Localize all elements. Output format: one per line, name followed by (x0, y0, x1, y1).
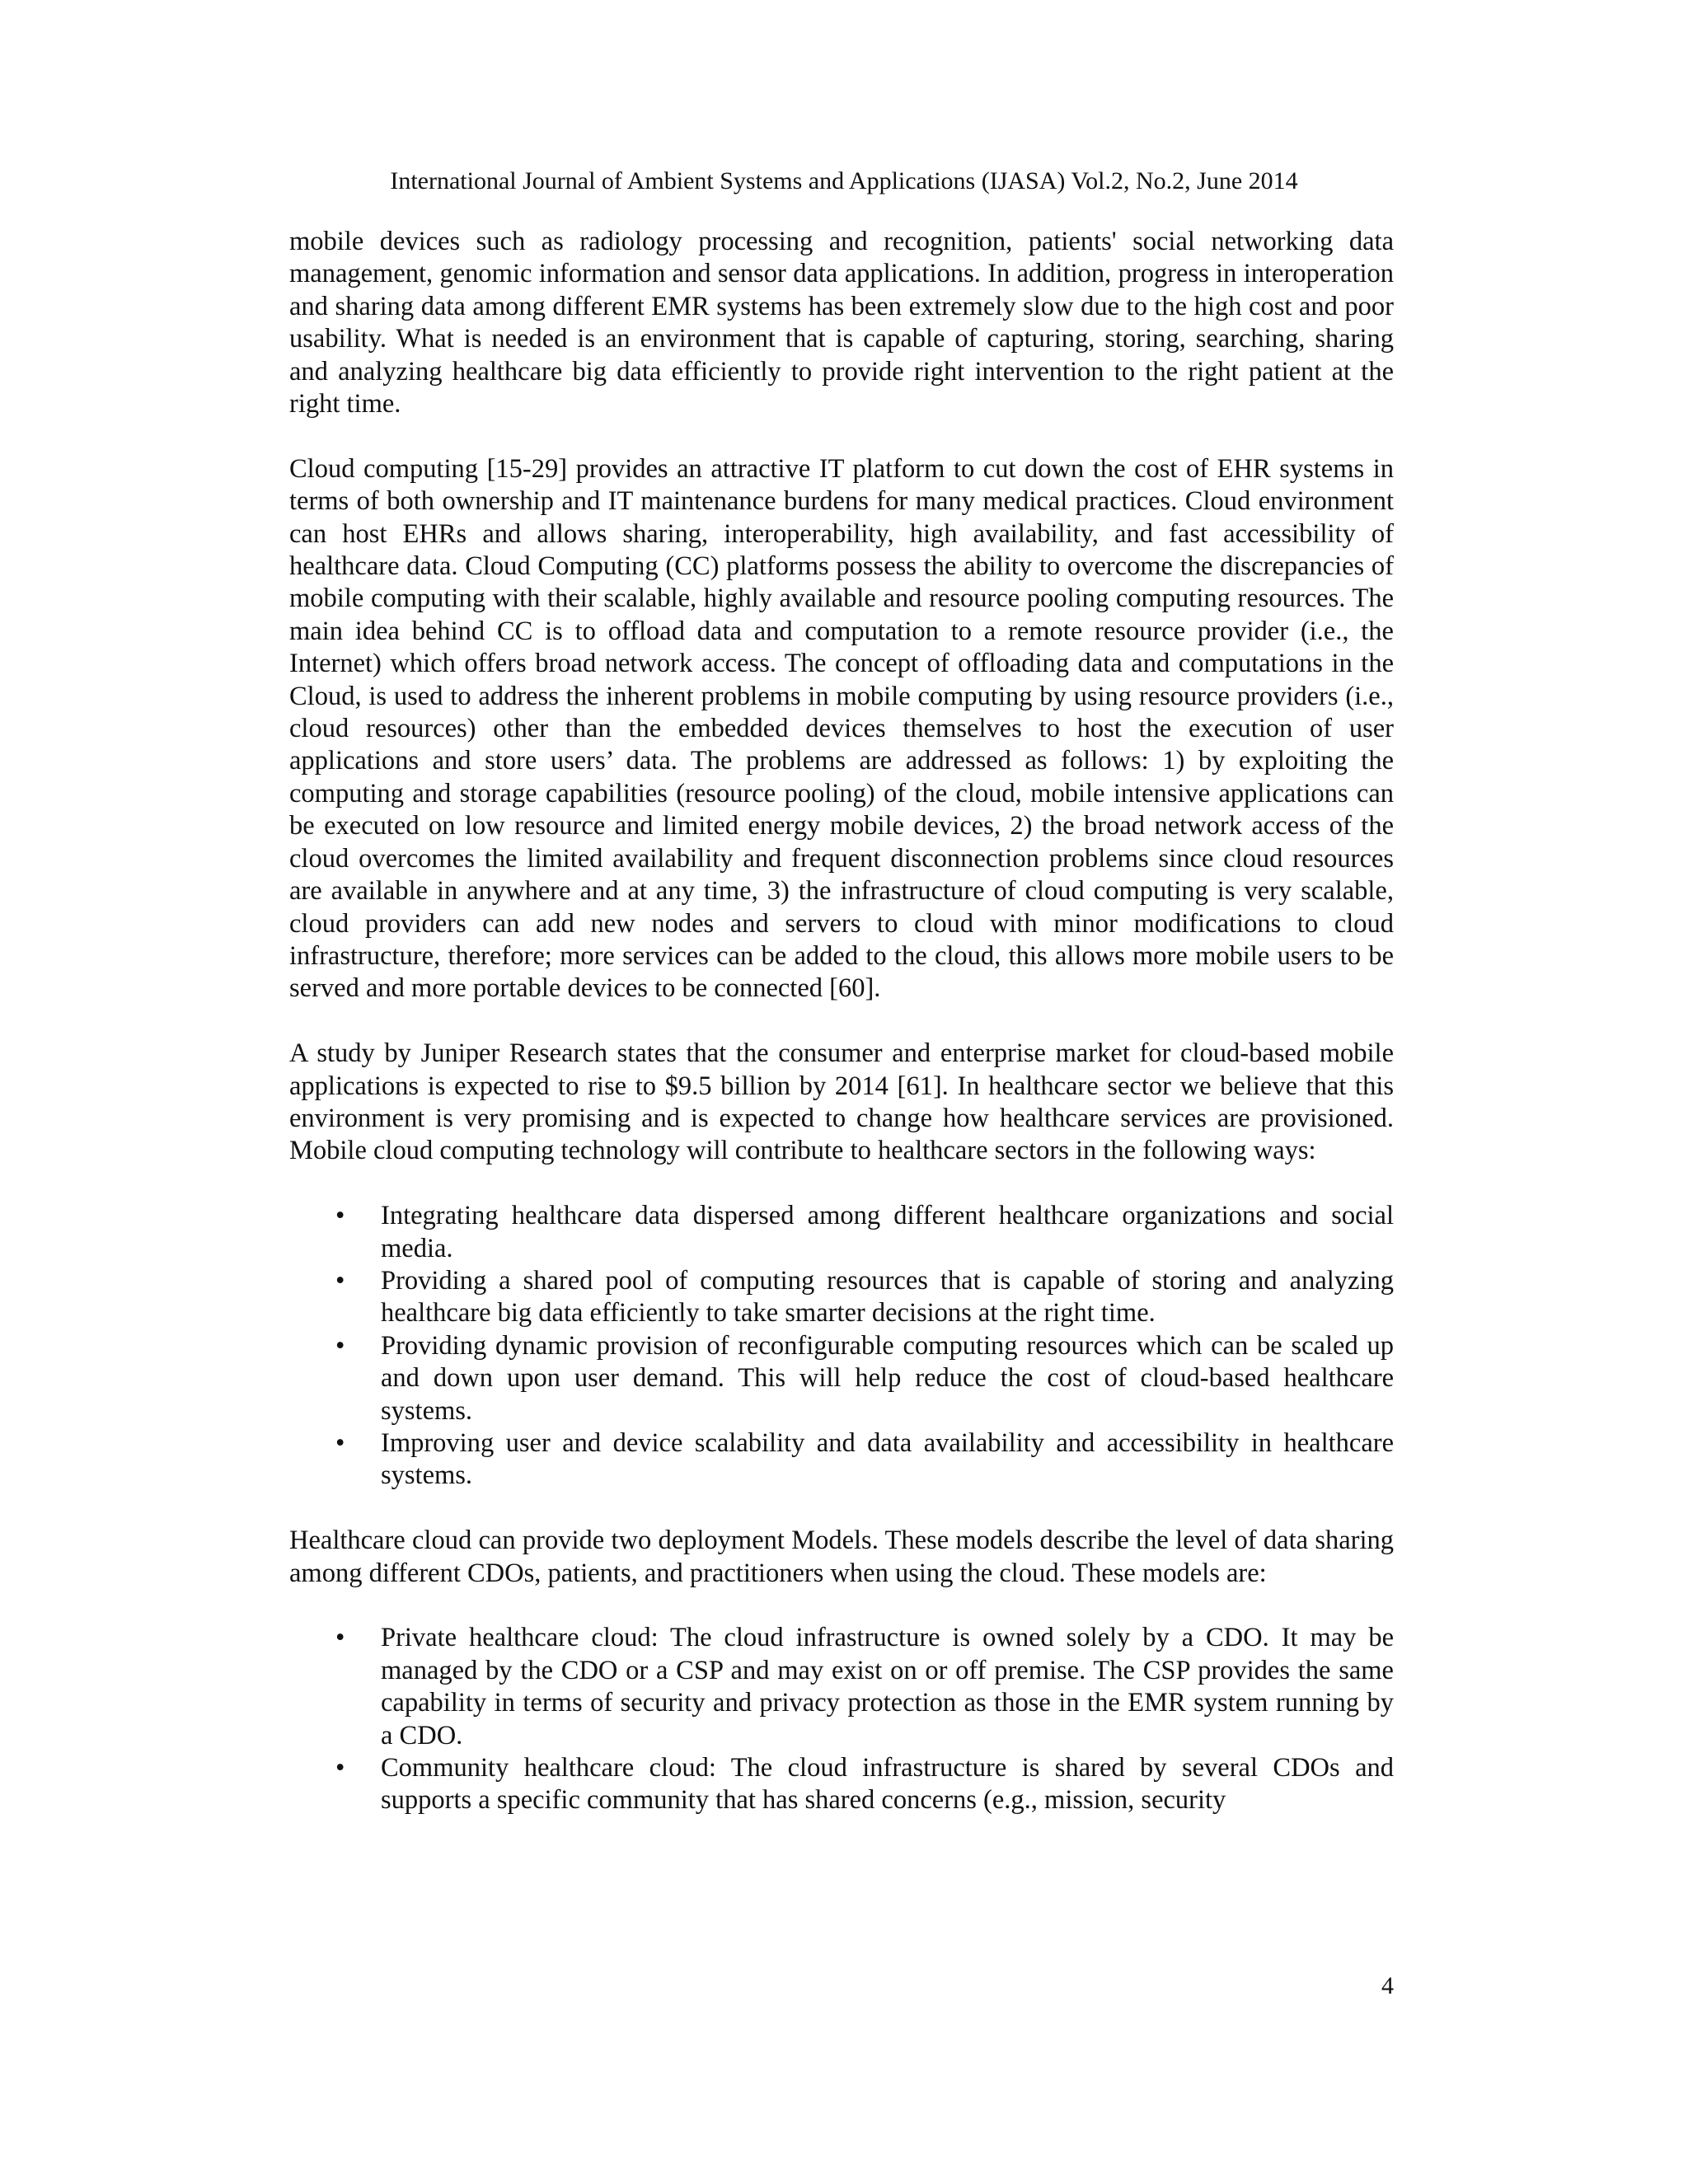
list-item-text: Providing dynamic provision of reconfigurable computing resources which can be scaled up and down upon user demand. This will help reduce the cost of cloud-based healthcare systems. (381, 1330, 1394, 1426)
contribution-list (289, 1200, 1394, 1493)
page-number: 4 (1381, 1972, 1394, 1999)
list-item-text: Private healthcare cloud: The cloud infrastructure is owned solely by a CDO. It may be managed by the CDO or a CSP and may exist on or off premise. The CSP provides the same capability in terms of security and privacy protection as those in the EMR system running by a CDO. (381, 1623, 1394, 1750)
list-item (289, 1427, 1394, 1493)
list-item-text: Integrating healthcare data dispersed among different healthcare organizations and social media. (381, 1201, 1394, 1263)
list-item-text: Community healthcare cloud: The cloud infrastructure is shared by several CDOs and supports a specific community that has shared concerns (e.g., mission, security (381, 1753, 1394, 1816)
list-item (289, 1622, 1394, 1752)
bullet-icon: • (335, 1201, 345, 1231)
paragraph-mobile-devices: mobile devices such as radiology processing and recognition, patients' social networking data management, genomic information and sensor data applications. In addition, progress in interoperation and sharing data among different EMR systems has been extremely slow due to the high cost and poor usability. What is needed is an environment that is capable of capturing, storing, searching, sharing and analyzing healthcare big data efficiently to provide right intervention to the right patient at the right time. (289, 227, 1394, 419)
list-item (289, 1330, 1394, 1427)
bullet-icon: • (335, 1753, 345, 1783)
list-item-text: Improving user and device scalability and data availability and accessibility in healthcare systems. (381, 1427, 1394, 1491)
list-item (289, 1752, 1394, 1817)
paragraph-juniper-study: A study by Juniper Research states that the consumer and enterprise market for cloud-based mobile applications is expected to rise to $9.5 billion by 2014 [61]. In healthcare sector we believe that this environment is very promising and is expected to change how healthcare services are provisioned. Mobile cloud computing technology will contribute to healthcare sectors in the following ways: (289, 1038, 1394, 1166)
body-text (289, 226, 1394, 1817)
bullet-icon: • (335, 1623, 345, 1653)
list-item (289, 1265, 1394, 1330)
bullet-icon: • (335, 1330, 345, 1361)
bullet-icon: • (335, 1427, 345, 1458)
list-item (289, 1200, 1394, 1265)
deployment-list (289, 1622, 1394, 1816)
list-item-text: Providing a shared pool of computing resources that is capable of storing and analyzing healthcare big data efficiently to take smarter decisions at the right time. (381, 1265, 1394, 1329)
running-header: International Journal of Ambient Systems and Applications (IJASA) Vol.2, No.2, June 2014 (390, 167, 1298, 194)
bullet-icon: • (335, 1265, 345, 1296)
paragraph-cloud-computing: Cloud computing [15-29] provides an attractive IT platform to cut down the cost of EHR systems in terms of both ownership and IT maintenance burdens for many medical practices. Cloud environment can host EHRs and allows sharing, interoperability, high availability, and fast accessibility of healthcare data. Cloud Computing (CC) platforms possess the ability to overcome the discrepancies of mobile computing with their scalable, highly available and resource pooling computing resources. The main idea behind CC is to offload data and computation to a remote resource provider (i.e., the Internet) which offers broad network access. The concept of offloading data and computations in the Cloud, is used to address the inherent problems in mobile computing by using resource providers (i.e., cloud resources) other than the embedded devices themselves to host the execution of user applications and store users’ data. The problems are addressed as follows: 1) by exploiting the computing and storage capabilities (resource pooling) of the cloud, mobile intensive applications can be executed on low resource and limited energy mobile devices, 2) the broad network access of the cloud overcomes the limited availability and frequent disconnection problems since cloud resources are available in anywhere and at any time, 3) the infrastructure of cloud computing is very scalable, cloud providers can add new nodes and servers to cloud with minor modifications to cloud infrastructure, therefore; more services can be added to the cloud, this allows more mobile users to be served and more portable devices to be connected [60]. (289, 453, 1394, 1004)
paragraph-deployment-models: Healthcare cloud can provide two deployment Models. These models describe the level of data sharing among different CDOs, patients, and practitioners when using the cloud. These models are: (289, 1526, 1394, 1588)
